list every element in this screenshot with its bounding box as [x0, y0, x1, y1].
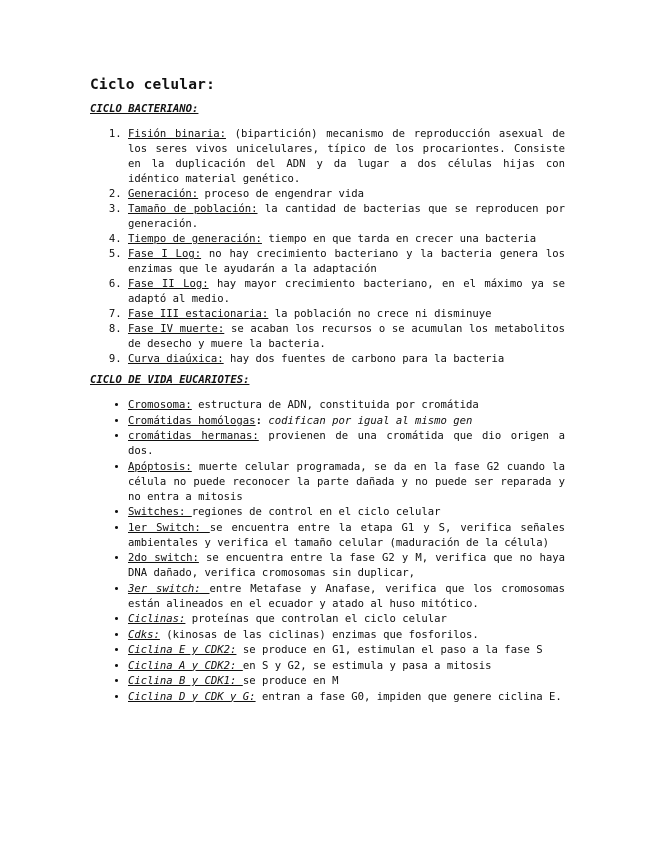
list-item: [128, 460, 565, 505]
term: Cdks:: [128, 628, 160, 641]
term: Ciclina D y CDK y G:: [128, 690, 256, 703]
term: 3er switch:: [128, 582, 210, 595]
definition: no hay crecimiento bacteriano y la bacteria genera los enzimas que le ayudarán a la adaptación: [128, 248, 565, 275]
list-item: [128, 247, 565, 277]
list-item: [128, 612, 565, 627]
section-heading-eukaryotic: CICLO DE VIDA EUCARIOTES:: [90, 374, 250, 386]
definition: entre Metafase y Anafase, verifica que los cromosomas están alineados en el ecuador y atado al huso mitótico.: [128, 582, 565, 610]
term: Apóptosis:: [128, 460, 192, 473]
definition: se produce en M: [242, 675, 339, 687]
definition: la población no crece ni disminuye: [268, 308, 492, 320]
list-item: [128, 505, 565, 520]
definition: se produce en G1, estimulan el paso a la fase S: [236, 644, 543, 656]
term: Fisión binaria:: [128, 128, 226, 140]
term: Cromátidas homólogas: [128, 414, 256, 427]
list-item: [128, 521, 565, 551]
term: Generación:: [128, 188, 199, 200]
list-item: [128, 674, 565, 689]
term: Ciclina B y CDK1:: [128, 675, 243, 687]
list-item: [128, 187, 565, 202]
definition: codifican por igual al mismo gen: [261, 414, 473, 427]
definition: proceso de engendrar vida: [198, 188, 364, 200]
definition: proteínas que controlan el ciclo celular: [185, 613, 447, 625]
definition: se encuentra entre la fase G2 y M, verifica que no haya DNA dañado, verifica cromosomas sin duplicar,: [128, 552, 565, 579]
eukaryotic-cycle-list: [90, 398, 565, 705]
term: Tamaño de población:: [128, 203, 258, 215]
definition: muerte celular programada, se da en la fase G2 cuando la célula no puede reconocer la parte dañada y no puede ser reparada y no entra a mitosis: [128, 460, 565, 503]
list-item: [128, 398, 565, 413]
term-colon: :: [255, 414, 262, 427]
list-item: [128, 307, 565, 322]
definition: regiones de control en el ciclo celular: [191, 506, 441, 518]
list-item: [128, 352, 565, 367]
list-item: [128, 429, 565, 459]
term: Cromosoma:: [128, 399, 192, 411]
definition: hay mayor crecimiento bacteriano, en el máximo ya se adaptó al medio.: [128, 278, 565, 305]
list-item: [128, 232, 565, 247]
definition: se acaban los recursos o se acumulan los metabolitos de desecho y muere la bacteria.: [128, 323, 565, 350]
list-item: [128, 628, 565, 643]
page-title: Ciclo celular:: [90, 77, 216, 93]
definition: en S y G2, se estimula y pasa a mitosis: [242, 659, 492, 672]
definition: (bipartición) mecanismo de reproducción asexual de los seres vivos unicelulares, típico de los procariontes. Consiste en la duplicación del ADN y da lugar a dos células hijas con idéntico material genético.: [128, 128, 565, 185]
list-item: [128, 127, 565, 187]
term: Switches:: [128, 506, 192, 518]
list-item: [128, 202, 565, 232]
definition: la cantidad de bacterias que se reproducen por generación.: [128, 203, 566, 230]
term: Fase II Log:: [128, 278, 209, 290]
bacterial-cycle-list: [90, 127, 565, 367]
list-item: [128, 582, 565, 612]
definition: provienen de una cromátida que dio origen a dos.: [128, 430, 565, 457]
section-heading-bacterial: CICLO BACTERIANO:: [90, 103, 199, 115]
term: Fase III estacionaria:: [128, 308, 269, 320]
term: cromátidas hermanas:: [128, 430, 259, 442]
term: 1er Switch:: [128, 521, 210, 534]
definition: estructura de ADN, constituida por cromátida: [191, 399, 479, 411]
term: Ciclina A y CDK2:: [128, 659, 243, 672]
term: Curva diaúxica:: [128, 353, 224, 365]
term: Fase I Log:: [128, 248, 202, 260]
definition: entran a fase G0, impiden que genere ciclina E.: [255, 690, 562, 703]
term: Tiempo de generación:: [128, 233, 262, 245]
list-item: [128, 414, 565, 429]
document-content: [90, 76, 565, 711]
term: Fase IV muerte:: [128, 323, 225, 335]
term: 2do switch:: [128, 552, 199, 564]
list-item: [128, 643, 565, 658]
list-item: [128, 690, 565, 705]
definition: tiempo en que tarda en crecer una bacteria: [261, 233, 537, 245]
list-item: [128, 659, 565, 674]
list-item: [128, 277, 565, 307]
definition: (kinosas de las ciclinas) enzimas que fosforilos.: [159, 628, 479, 641]
list-item: [128, 551, 565, 581]
definition: se encuentra entre la etapa G1 y S, verifica señales ambientales y verifica el tamaño celular (maduración de la célula): [128, 521, 565, 549]
definition: hay dos fuentes de carbono para la bacteria: [223, 353, 505, 365]
list-item: [128, 322, 565, 352]
term: Ciclina E y CDK2:: [128, 644, 237, 656]
term: Ciclinas:: [128, 613, 186, 625]
